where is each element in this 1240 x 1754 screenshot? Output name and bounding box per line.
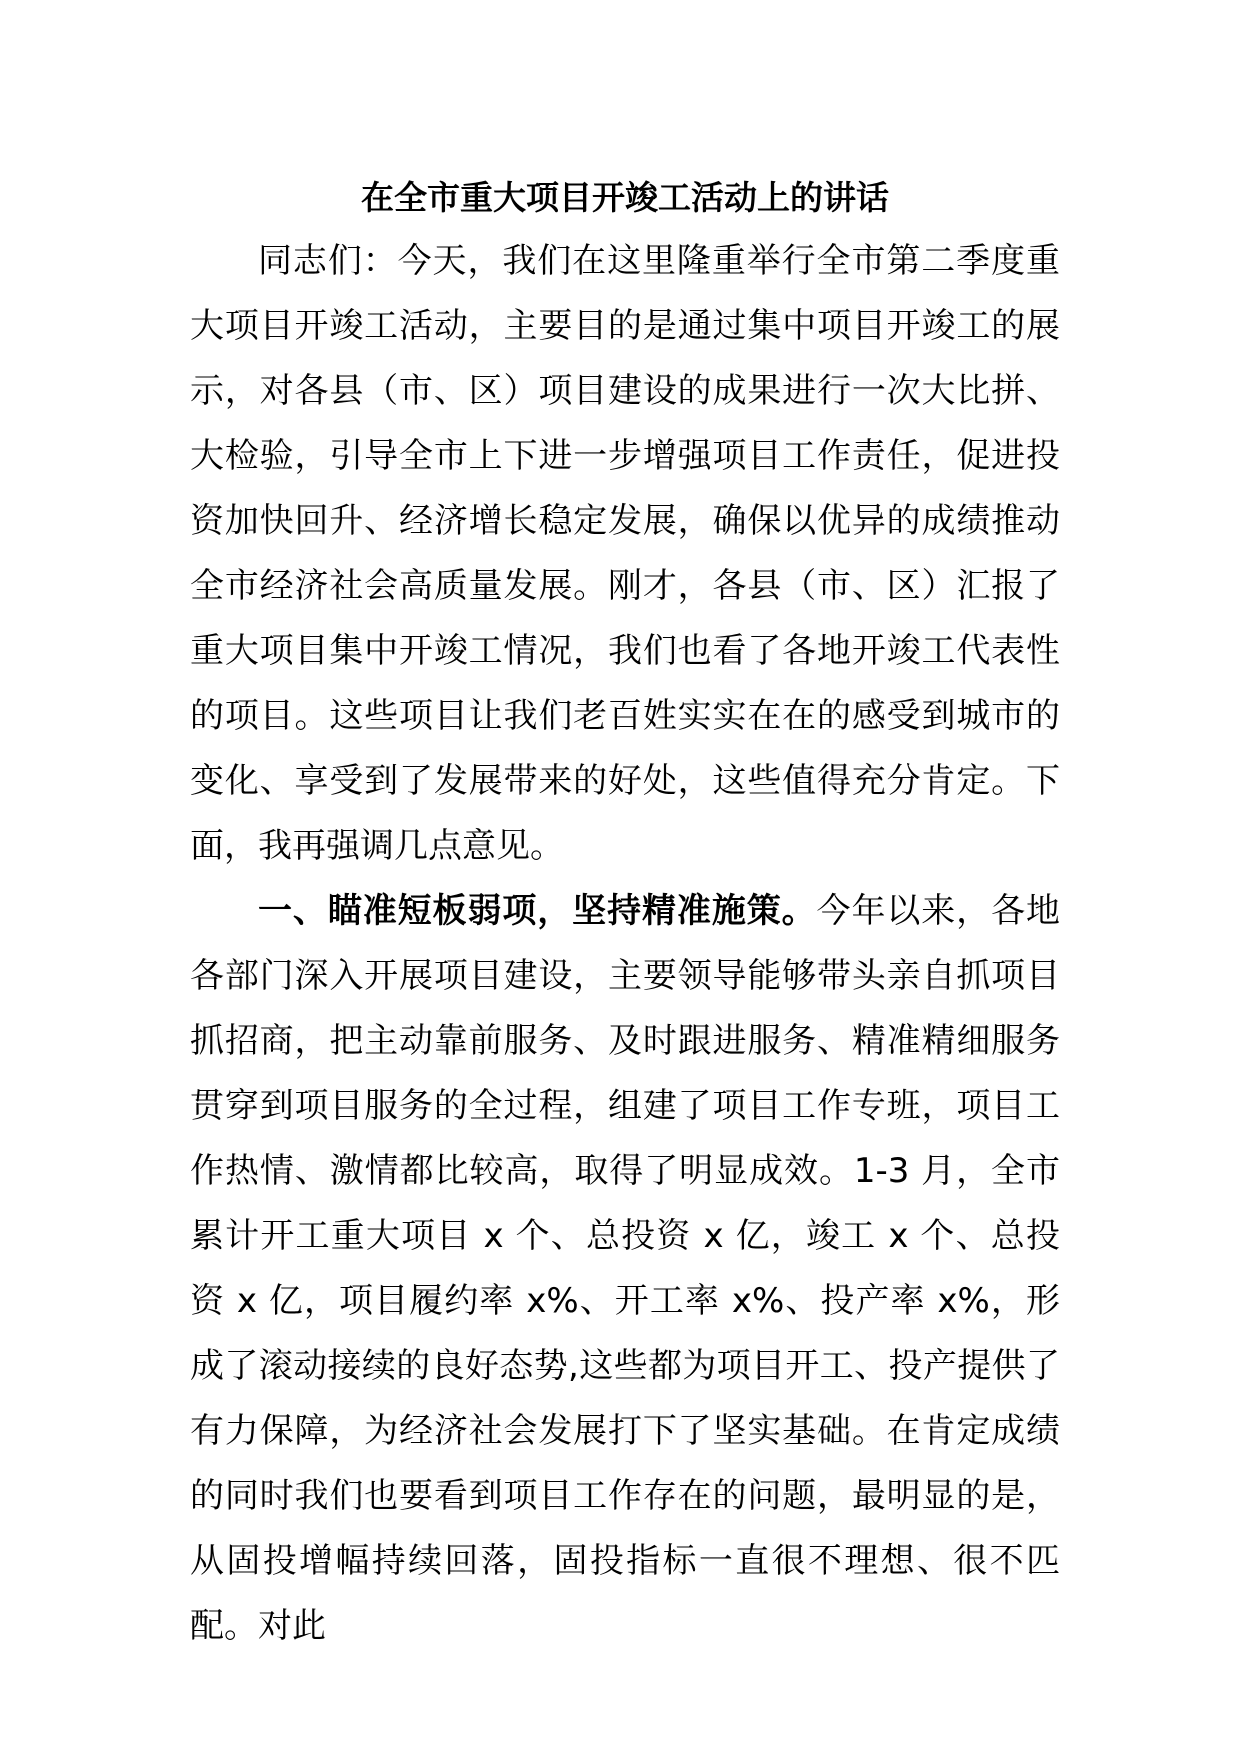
section-one-heading: 一、瞄准短板弱项，坚持精准施策。	[258, 891, 817, 931]
document-body	[190, 170, 1060, 1659]
paragraph-section-one	[190, 879, 1060, 1659]
document-title: 在全市重大项目开竣工活动上的讲话	[361, 178, 889, 217]
section-one-body: 今年以来，各地各部门深入开展项目建设，主要领导能够带头亲自抓项目抓招商，把主动靠前服务、及时跟进服务、精准精细服务贯穿到项目服务的全过程，组建了项目工作专班，项目工作热情、激情都比较高，取得了明显成效。1-3 月，全市累计开工重大项目 x 个、总投资 x 亿，竣工 x 个、总投资 x 亿，项目履约率 x%、开工率 x%、投产率 x%，形成了滚动接续的良好态势,这些都为项目开工、投产提供了有力保障，为经济社会发展打下了坚实基础。在肯定成绩的同时我们也要看到项目工作存在的问题，最明显的是，从固投增幅持续回落，固投指标一直很不理想、很不匹配。对此	[190, 891, 1061, 1646]
paragraph-opening: 同志们：今天，我们在这里隆重举行全市第二季度重大项目开竣工活动，主要目的是通过集中项目开竣工的展示，对各县（市、区）项目建设的成果进行一次大比拼、大检验，引导全市上下进一步增强项目工作责任，促进投资加快回升、经济增长稳定发展，确保以优异的成绩推动全市经济社会高质量发展。刚才，各县（市、区）汇报了重大项目集中开竣工情况，我们也看了各地开竣工代表性的项目。这些项目让我们老百姓实实在在的感受到城市的变化、享受到了发展带来的好处，这些值得充分肯定。下面，我再强调几点意见。	[190, 241, 1060, 866]
